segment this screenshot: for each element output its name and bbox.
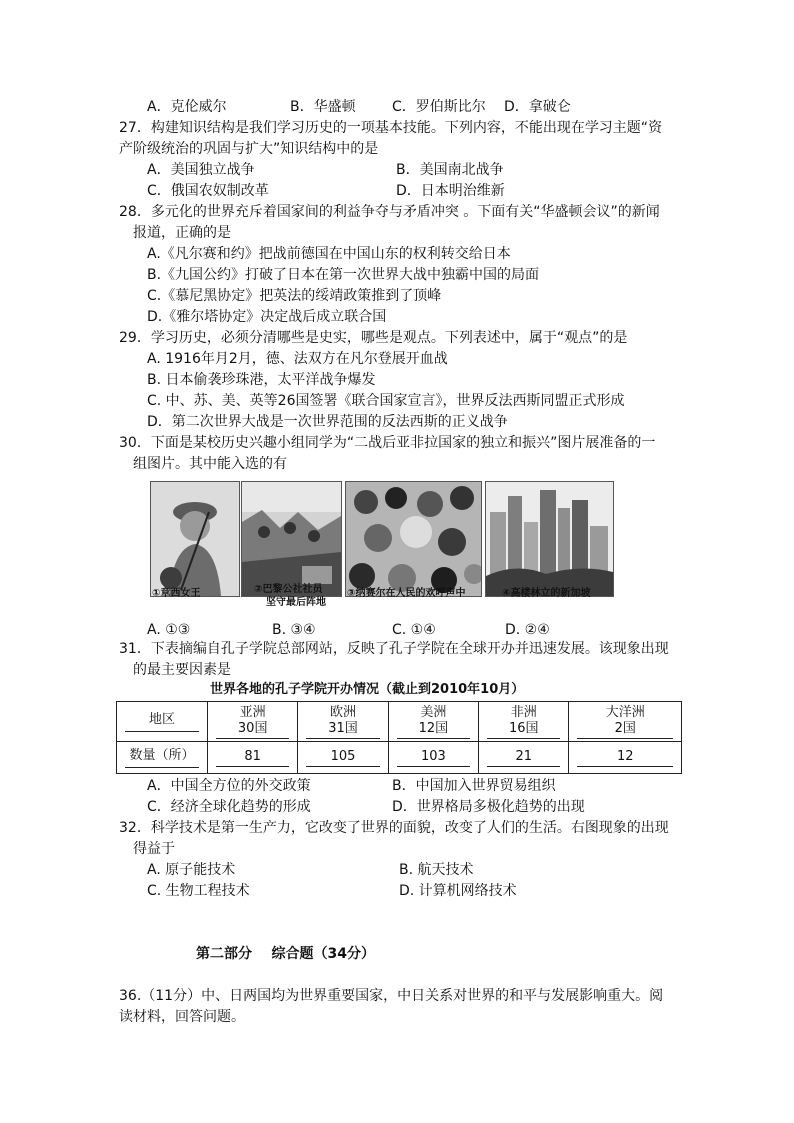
region-name: 亚洲	[239, 704, 266, 720]
q27-option-b: B．美国南北战争	[396, 162, 504, 178]
region-cell	[388, 702, 478, 742]
caption-photo-2-line-2: 坚守最后阵地	[266, 597, 326, 608]
q32-option-b: B. 航天技术	[399, 862, 474, 878]
q31-stem-cont: 的最主要因素是	[133, 662, 231, 678]
q36-stem-cont: 读材料，回答问题。	[119, 1009, 245, 1025]
q27-stem: 27．构建知识结构是我们学习历史的一项基本技能。下列内容，不能出现在学习主题“资	[119, 120, 663, 136]
q30-option-b: B. ③④	[272, 622, 316, 638]
q27-option-c: C．俄国农奴制改革	[147, 183, 269, 199]
count-value: 103	[420, 748, 446, 764]
table-title: 世界各地的孔子学院开办情况（截止到2010年10月）	[210, 682, 525, 697]
q31-option-b: B．中国加入世界贸易组织	[392, 778, 556, 794]
q36-stem: 36.（11分）中、日两国均为世界重要国家，中日关系对世界的和平与发展影响重大。阅	[119, 988, 664, 1004]
q32-stem-cont: 得益于	[133, 841, 175, 857]
caption-photo-2-line-1: ②巴黎公社社员	[254, 584, 323, 595]
q27-option-a: A．美国独立战争	[147, 162, 255, 178]
count-cell	[569, 742, 682, 774]
count-value: 21	[515, 748, 533, 764]
q32-option-c: C. 生物工程技术	[147, 883, 250, 899]
count-value: 81	[244, 748, 261, 764]
q31-stem: 31．下表摘编自孔子学院总部网站，反映了孔子学院在全球开办并迅速发展。该现象出现	[119, 641, 669, 657]
q31-option-c: C．经济全球化趋势的形成	[147, 799, 311, 815]
q29-option-b: B. 日本偷袭珍珠港，太平洋战争爆发	[147, 372, 376, 388]
row-label-count-text: 数量（所）	[129, 747, 195, 763]
q26-option-c: C．罗伯斯比尔	[392, 99, 486, 115]
count-value: 105	[330, 748, 356, 764]
q29-option-c: C. 中、苏、美、英等26国签署《联合国家宣言》，世界反法西斯同盟正式形成	[147, 393, 625, 409]
part-two-heading: 第二部分 综合题（34分）	[196, 946, 375, 962]
count-cell	[208, 742, 298, 774]
q29-option-a: A. 1916年月2月，德、法双方在凡尔登展开血战	[147, 351, 448, 367]
q29-option-d: D．第二次世界大战是一次世界范围的反法西斯的正义战争	[147, 414, 508, 430]
region-cell	[569, 702, 682, 742]
q28-option-b: B.《九国公约》打破了日本在第一次世界大战中独霸中国的局面	[147, 267, 540, 283]
region-name: 非洲	[510, 704, 537, 720]
region-countries: 12国	[418, 720, 449, 736]
photo-queen-of-jhansi	[150, 481, 240, 597]
row-label-region-text: 地区	[148, 711, 175, 727]
count-cell	[388, 742, 478, 774]
q30-option-d: D. ②④	[505, 622, 550, 638]
q28-stem-cont: 报道，正确的是	[133, 225, 231, 241]
caption-photo-4: ④高楼林立的新加坡	[502, 588, 591, 599]
photo-paris-commune	[241, 481, 342, 597]
region-cell	[298, 702, 388, 742]
region-countries: 30国	[237, 720, 268, 736]
q31-option-a: A．中国全方位的外交政策	[147, 778, 311, 794]
row-label-region	[117, 702, 208, 742]
region-cell	[479, 702, 569, 742]
q26-option-b: B．华盛顿	[290, 99, 356, 115]
q26-option-d: D．拿破仑	[504, 99, 571, 115]
q32-stem: 32．科学技术是第一生产力，它改变了世界的面貌，改变了人们的生活。右图现象的出现	[119, 820, 669, 836]
confucius-institute-table	[116, 701, 682, 774]
q30-stem-cont: 组图片。其中能入选的有	[133, 456, 287, 472]
q30-stem: 30．下面是某校历史兴趣小组同学为“二战后亚非拉国家的独立和振兴”图片展准备的一	[119, 435, 656, 451]
q32-option-a: A. 原子能技术	[147, 862, 236, 878]
q26-option-a: A．克伦威尔	[147, 99, 227, 115]
region-name: 美洲	[420, 704, 447, 720]
region-name: 大洋洲	[605, 704, 645, 720]
q29-stem: 29．学习历史，必须分清哪些是史实，哪些是观点。下列表述中，属于“观点”的是	[119, 330, 628, 346]
region-cell	[208, 702, 298, 742]
caption-photo-3: ③纳赛尔在人民的欢呼声中	[347, 588, 466, 599]
q28-option-c: C.《慕尼黑协定》把英法的绥靖政策推到了顶峰	[147, 288, 442, 304]
region-name: 欧洲	[330, 704, 357, 720]
q30-option-c: C. ①④	[392, 622, 436, 638]
q27-stem-cont: 产阶级统治的巩固与扩大”知识结构中的是	[119, 141, 379, 157]
count-cell	[479, 742, 569, 774]
region-countries: 16国	[508, 720, 539, 736]
count-value: 12	[616, 748, 634, 764]
q28-option-d: D.《雅尔塔协定》决定战后成立联合国	[147, 309, 387, 325]
region-countries: 31国	[328, 720, 358, 736]
q28-option-a: A.《凡尔赛和约》把战前德国在中国山东的权利转交给日本	[147, 246, 511, 262]
q28-stem: 28．多元化的世界充斥着国家间的利益争夺与矛盾冲突 。下面有关“华盛顿会议”的新闻	[119, 204, 660, 220]
caption-photo-1: ①章西女王	[152, 588, 201, 599]
q31-option-d: D．世界格局多极化趋势的出现	[392, 799, 585, 815]
row-label-count	[117, 742, 208, 774]
q30-option-a: A. ①③	[147, 622, 191, 638]
photo-singapore-skyline	[485, 481, 614, 597]
q27-option-d: D．日本明治维新	[396, 183, 505, 199]
count-cell	[298, 742, 388, 774]
region-countries: 2国	[614, 720, 636, 736]
q32-option-d: D. 计算机网络技术	[399, 883, 517, 899]
photo-nasser-crowd	[345, 481, 482, 597]
